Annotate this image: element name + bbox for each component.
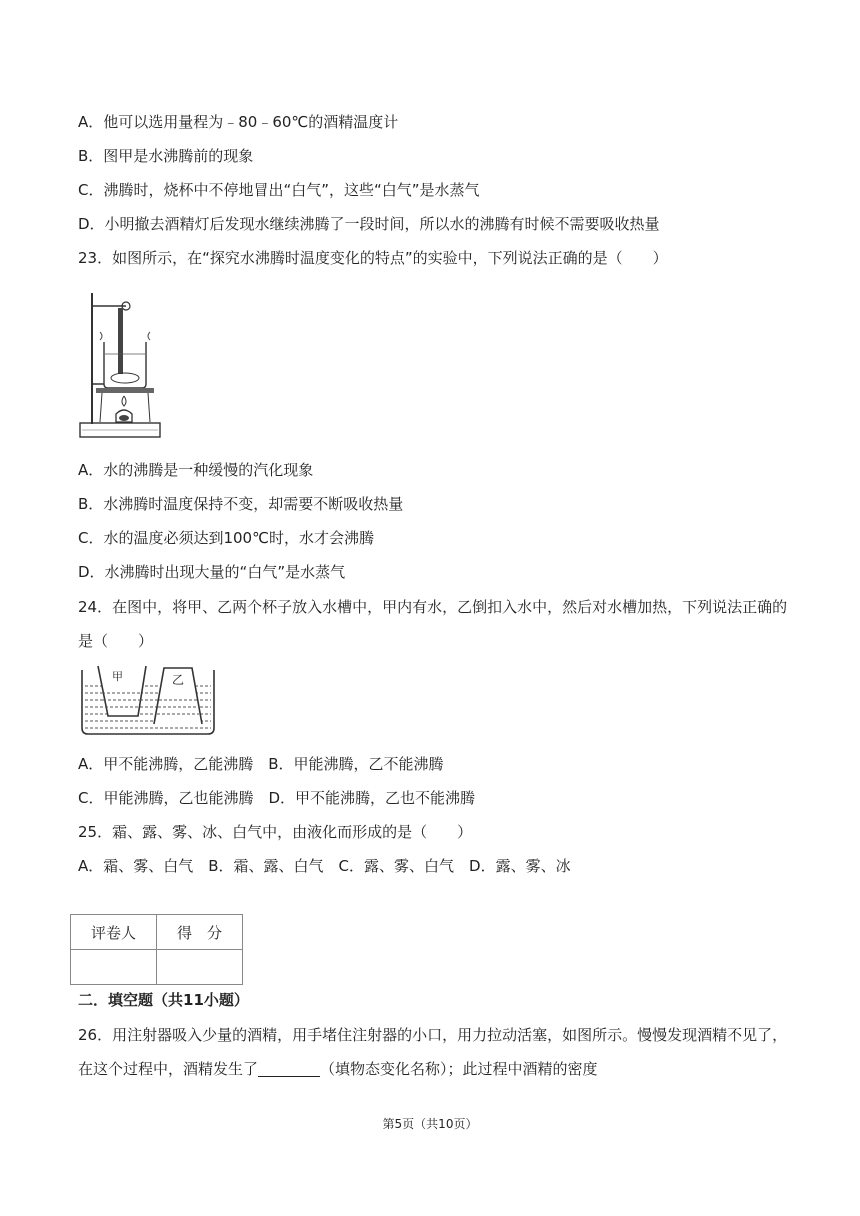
q26-answer-blank (258, 1060, 320, 1077)
q25-options: A．霜、雾、白气 B．霜、露、白气 C．露、雾、白气 D．露、雾、冰 (78, 857, 571, 875)
q23-stem: 23．如图所示，在“探究水沸腾时温度变化的特点”的实验中，下列说法正确的是（ ） (78, 249, 668, 267)
score-table (70, 914, 243, 985)
q22-option-c: C．沸腾时，烧杯中不停地冒出“白气”，这些“白气”是水蒸气 (78, 181, 480, 199)
boiling-apparatus-figure (78, 288, 164, 442)
q22-option-a: A．他可以选用量程为﹣80﹣60℃的酒精温度计 (78, 113, 399, 131)
q24-options-row2: C．甲能沸腾，乙也能沸腾 D．甲不能沸腾，乙也不能沸腾 (78, 789, 476, 807)
q23-option-b: B．水沸腾时温度保持不变，却需要不断吸收热量 (78, 495, 404, 513)
q26-text (78, 1018, 790, 1086)
q23-option-a: A．水的沸腾是一种缓慢的汽化现象 (78, 461, 314, 479)
page-footer: 第5页（共10页） (382, 1117, 478, 1131)
score-header: 得 分 (157, 915, 243, 950)
q22-option-b: B．图甲是水沸腾前的现象 (78, 147, 254, 165)
grader-header: 评卷人 (71, 915, 157, 950)
q24-stem: 24．在图中，将甲、乙两个杯子放入水槽中，甲内有水，乙倒扣入水中，然后对水槽加热，下列说法正确的是（ ） (78, 598, 788, 650)
cup-yi-label: 乙 (172, 673, 185, 687)
water-tank-cups-figure (80, 662, 220, 738)
q22-option-d: D．小明撤去酒精灯后发现水继续沸腾了一段时间，所以水的沸腾有时候不需要吸收热量 (78, 215, 660, 233)
q23-option-d: D．水沸腾时出现大量的“白气”是水蒸气 (78, 563, 346, 581)
q23-option-c: C．水的温度必须达到100℃时，水才会沸腾 (78, 529, 374, 547)
cup-jia-label: 甲 (112, 670, 123, 683)
q24-options-row1: A．甲不能沸腾，乙能沸腾 B．甲能沸腾，乙不能沸腾 (78, 755, 444, 773)
section-title: 二．填空题（共11小题） (78, 991, 249, 1009)
q26-part2: （填物态变化名称）；此过程中酒精的密度 (320, 1060, 598, 1078)
q26-part1: 26．用注射器吸入少量的酒精，用手堵住注射器的小口，用力拉动活塞，如图所示。慢慢发现酒精不见了，在这个过程中，酒精发生了 (78, 1026, 788, 1078)
q25-stem: 25．霜、露、雾、冰、白气中，由液化而形成的是（ ） (78, 823, 473, 841)
score-cell (157, 950, 243, 985)
grader-cell (71, 950, 157, 985)
